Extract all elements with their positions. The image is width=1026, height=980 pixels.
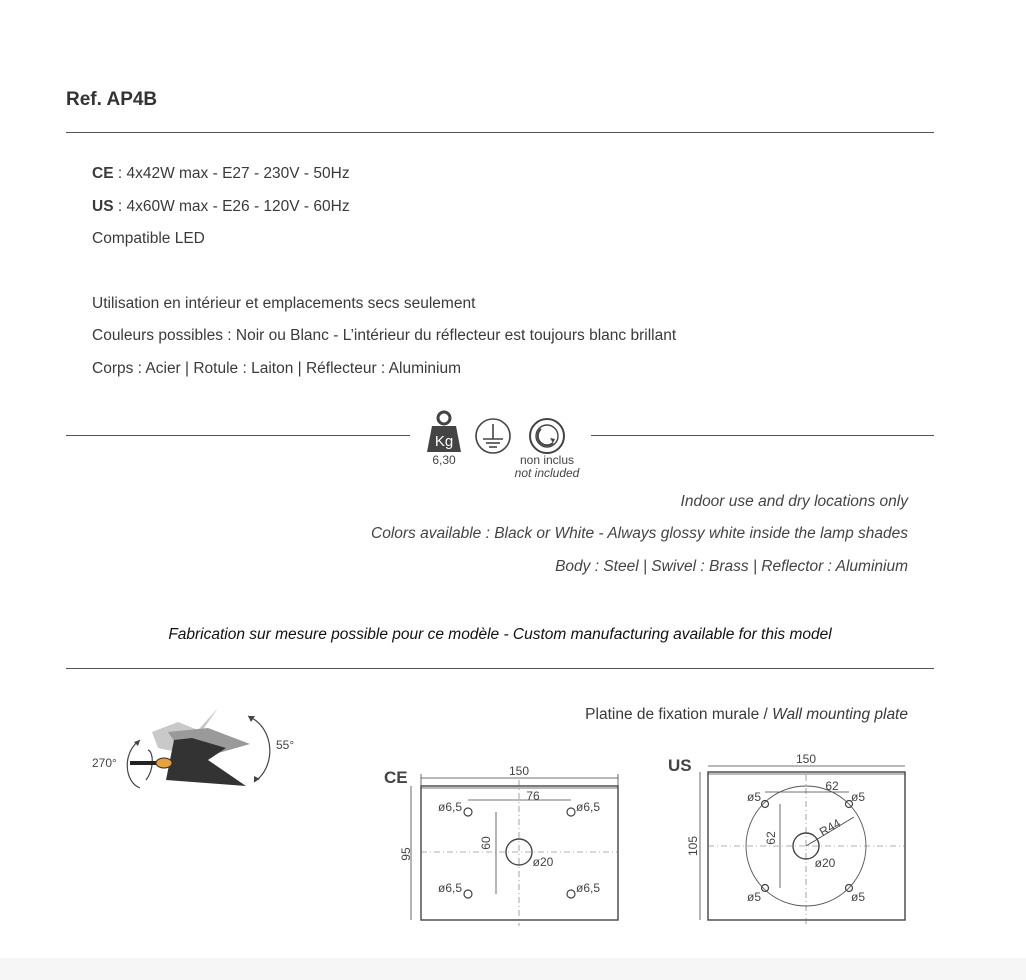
divider-icons-right — [591, 435, 934, 436]
product-reference: Ref. AP4B — [66, 89, 158, 110]
rotation-right-label: 55° — [276, 738, 295, 752]
us-hole-label-tl: ø5 — [746, 790, 762, 804]
ce-plate-label: CE — [384, 768, 408, 787]
lamp-rotation-illustration — [88, 700, 308, 800]
en-line-usage: Indoor use and dry locations only — [680, 493, 908, 510]
en-line-colors: Colors available : Black or White - Always glossy white inside the lamp shades — [371, 525, 908, 542]
ce-hole-spacing-y: 60 — [479, 836, 493, 850]
us-hole-label-bl: ø5 — [746, 890, 762, 904]
fr-line-usage: Utilisation en intérieur et emplacements secs seulement — [92, 295, 476, 312]
spec-ce: CE : 4x42W max - E27 - 230V - 50Hz — [92, 165, 350, 182]
ce-hole-label-tr: ø6,5 — [575, 800, 601, 814]
us-hole-label-br: ø5 — [850, 890, 866, 904]
weight-icon — [424, 410, 464, 454]
dimmer-icon — [527, 417, 567, 455]
ce-hole-label-tl: ø6,5 — [437, 800, 463, 814]
us-hole-spacing-x: 62 — [825, 779, 839, 793]
en-line-materials: Body : Steel | Swivel : Brass | Reflector : Aluminium — [555, 558, 908, 575]
rotation-left-label: 270° — [92, 756, 117, 770]
custom-manufacturing-note: Fabrication sur mesure possible pour ce modèle - Custom manufacturing available for this model — [168, 626, 832, 643]
us-center-hole-label: ø20 — [814, 856, 836, 870]
weight-value: 6,30 — [432, 453, 456, 467]
us-hole-spacing-y: 62 — [764, 831, 778, 845]
us-plate-drawing — [664, 745, 916, 930]
ce-hole-label-bl: ø6,5 — [437, 881, 463, 895]
fr-line-colors: Couleurs possibles : Noir ou Blanc - L’intérieur du réflecteur est toujours blanc brillant — [92, 327, 677, 344]
spec-led: Compatible LED — [92, 230, 205, 247]
ce-height-label: 95 — [399, 847, 413, 861]
fr-line-materials: Corps : Acier | Rotule : Laiton | Réflecteur : Aluminium — [92, 360, 462, 377]
dimmer-note — [506, 454, 588, 480]
ce-center-hole-label: ø20 — [532, 855, 554, 869]
dimmer-note-fr: non inclus — [519, 453, 575, 467]
ce-width-label: 150 — [508, 764, 530, 778]
ground-earth-icon — [474, 417, 512, 455]
ce-hole-label-br: ø6,5 — [575, 881, 601, 895]
divider-bottom — [66, 668, 934, 669]
page-bottom-edge — [0, 958, 1026, 980]
plate-title: Platine de fixation murale / Wall mounting plate — [585, 706, 908, 723]
us-radius-label: R44 — [816, 815, 844, 840]
divider-top — [66, 132, 934, 133]
dimmer-note-en: not included — [514, 466, 580, 480]
divider-icons-left — [66, 435, 410, 436]
us-width-label: 150 — [795, 752, 817, 766]
spec-us: US : 4x60W max - E26 - 120V - 60Hz — [92, 198, 350, 215]
us-hole-label-tr: ø5 — [850, 790, 866, 804]
ce-plate-drawing — [380, 750, 640, 930]
us-height-label: 105 — [686, 835, 700, 857]
ce-hole-spacing-x: 76 — [526, 789, 540, 803]
weight-symbol: Kg — [434, 433, 454, 450]
us-plate-label: US — [668, 756, 692, 775]
